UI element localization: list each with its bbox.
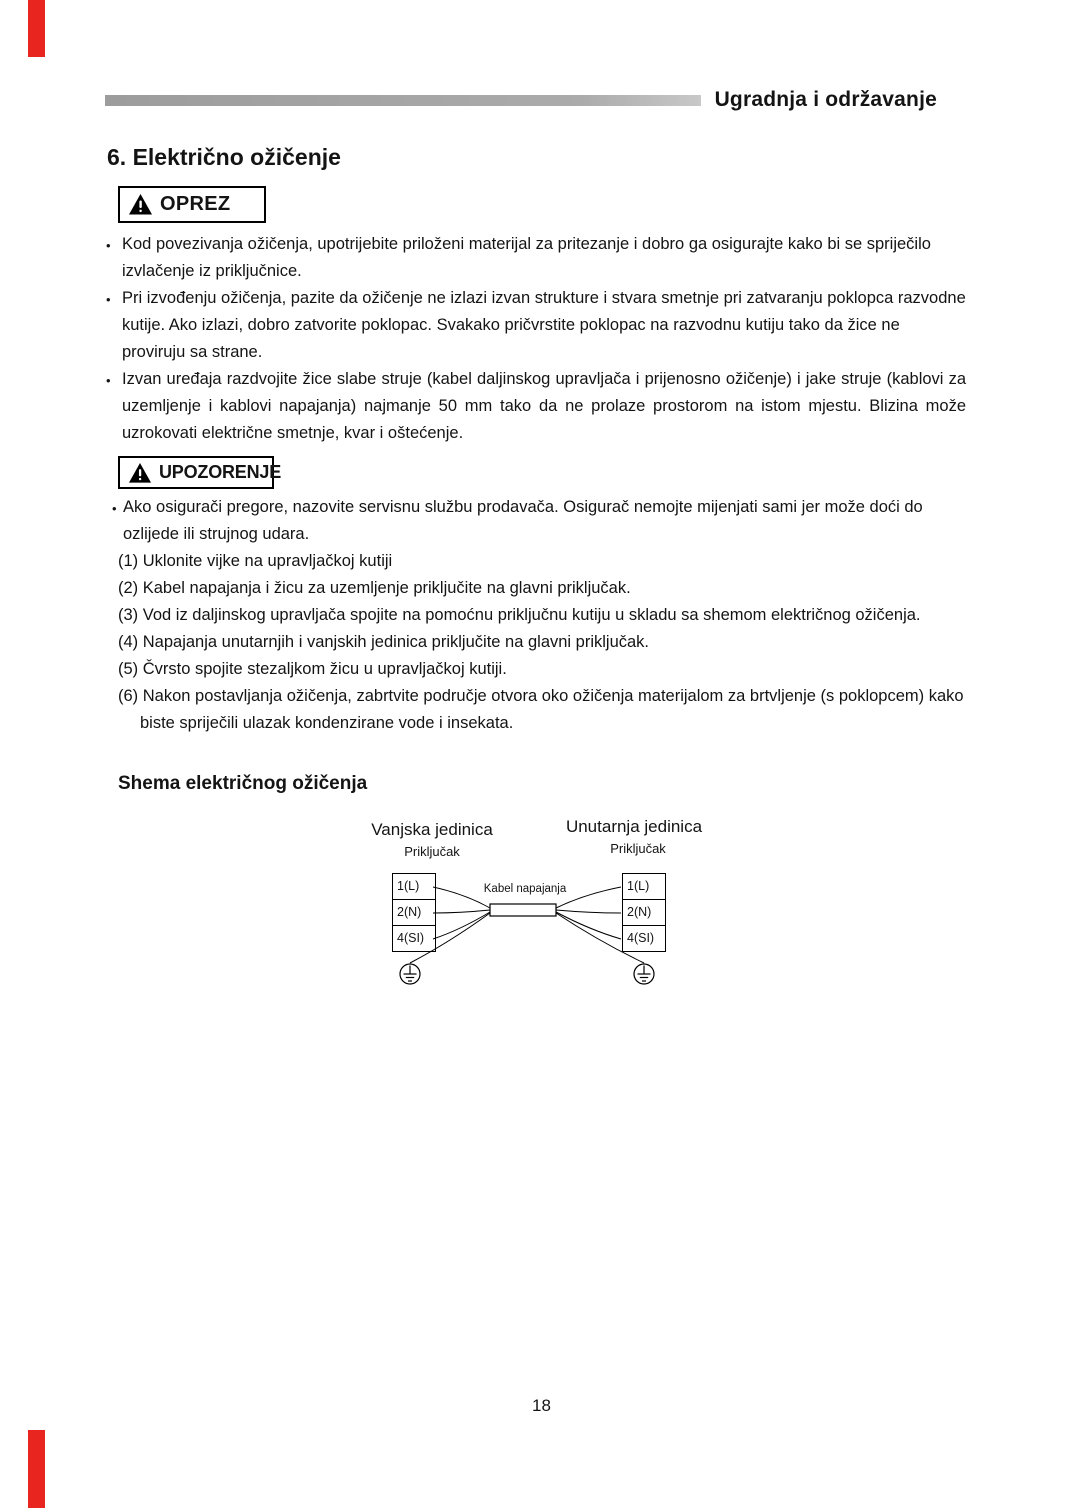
terminal-cell: 1(L) (622, 873, 666, 900)
wiring-diagram (360, 812, 705, 1002)
terminal-cell: 4(SI) (392, 925, 436, 952)
header-title: Ugradnja i održavanje (714, 88, 937, 111)
step-item: (2) Kabel napajanja i žicu za uzemljenje priključite na glavni priključak. (118, 579, 631, 597)
steps-list (112, 548, 978, 737)
warning-section (112, 494, 978, 737)
page-header (105, 88, 937, 112)
step-item: (5) Čvrsto spojite stezaljkom žicu u upravljačkoj kutiji. (118, 660, 507, 678)
caution-box (118, 186, 266, 223)
bullet-marker: • (106, 292, 111, 307)
terminal-cell: 4(SI) (622, 925, 666, 952)
list-item (106, 285, 966, 366)
list-item (106, 231, 966, 285)
bullet-marker: • (112, 501, 117, 516)
warning-triangle-icon (128, 462, 152, 484)
terminal-cell: 2(N) (392, 899, 436, 926)
indoor-unit-label: Unutarnja jedinica (565, 817, 703, 836)
power-cable (490, 904, 556, 916)
page-number: 18 (532, 1396, 551, 1415)
scan-artifact-red-bar-top (28, 0, 45, 57)
wire-lines (410, 887, 644, 963)
terminal-cell: 2(N) (622, 899, 666, 926)
indoor-terminal-label: Priključak (610, 841, 666, 856)
diagram-title: Shema električnog ožičenja (118, 773, 368, 794)
indoor-terminal-block (622, 874, 662, 952)
step-item: (6) Nakon postavljanja ožičenja, zabrtvite područje otvora oko ožičenja materijalom za brtvljenje (s poklopcem) kako biste spriječili ulazak kondenzirane vode i insekata. (118, 687, 964, 732)
header-rule (105, 95, 701, 106)
bullet-marker: • (106, 238, 111, 253)
terminal-cell: 1(L) (392, 873, 436, 900)
caution-label: OPREZ (160, 193, 231, 215)
bullet-marker: • (106, 373, 111, 388)
power-cable-label: Kabel napajanja (483, 883, 567, 895)
bullet-text: Kod povezivanja ožičenja, upotrijebite priloženi materijal za pritezanje i dobro ga osigurajte kako bi se spriječilo izvlačenje iz priključnice. (122, 235, 931, 280)
ground-icon (400, 964, 420, 984)
bullet-text: Pri izvođenju ožičenja, pazite da ožičenje ne izlazi izvan strukture i stvara smetnje pri zatvaranju poklopca razvodne kutije. Ako izlazi, dobro zatvorite poklopac. Svakako pričvrstite poklopac na razvodnu kutiju tako da žice ne proviruju sa strane. (122, 289, 966, 361)
step-item: (1) Uklonite vijke na upravljačkoj kutiji (118, 552, 393, 570)
step-item: (3) Vod iz daljinskog upravljača spojite na pomoćnu priključnu kutiju u skladu sa shemom električnog ožičenja. (118, 606, 921, 624)
outdoor-terminal-label: Priključak (404, 844, 460, 859)
warning-triangle-icon (128, 193, 153, 216)
scan-artifact-red-bar-bottom (28, 1430, 45, 1508)
bullet-text: Izvan uređaja razdvojite žice slabe struje (kabel daljinskog upravljača i prijenosno ožičenje) i jake struje (kablovi za uzemljenje i kablovi napajanja) najmanje 50 mm tako da ne prolaze prostorom na istom mjestu. Blizina može uzrokovati električne smetnje, kvar i oštećenje. (122, 370, 966, 442)
warning-label: UPOZORENJE (159, 462, 282, 482)
outdoor-terminal-block (392, 874, 432, 952)
ground-icon (634, 964, 654, 984)
warning-box (118, 456, 282, 489)
warning-intro (112, 494, 978, 548)
outdoor-unit-label: Vanjska jedinica (371, 820, 493, 839)
section-title: 6. Električno ožičenje (107, 144, 341, 170)
warning-intro-text: Ako osigurači pregore, nazovite servisnu službu prodavača. Osigurač nemojte mijenjati sami jer može doći do ozlijede ili strujnog udara. (123, 498, 923, 543)
step-item: (4) Napajanja unutarnjih i vanjskih jedinica priključite na glavni priključak. (118, 633, 650, 651)
caution-list (106, 231, 966, 447)
list-item (106, 366, 966, 447)
